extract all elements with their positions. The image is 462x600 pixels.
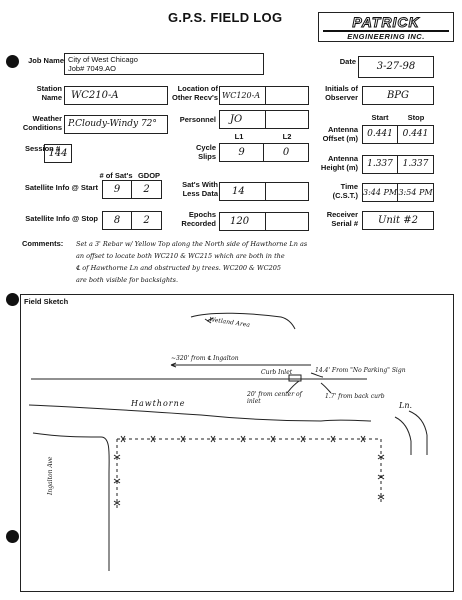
offset-stop-box — [398, 125, 434, 144]
antenna-height-label: Antenna Height (m) — [320, 154, 358, 172]
company-logo: PATRICK ENGINEERING INC. — [318, 12, 454, 42]
l2-col-label: L2 — [282, 132, 292, 141]
session-value: 144 — [48, 148, 68, 159]
height-start-box — [362, 155, 398, 174]
no-parking-note: 14.4' From "No Parking" Sign — [315, 367, 406, 374]
sat-start-gdop-box — [132, 180, 162, 199]
comments-label: Comments: — [22, 239, 64, 248]
observer-box — [362, 86, 434, 105]
job-number-value: Job# 7049.AO — [68, 64, 116, 73]
field-sketch-label: Field Sketch — [24, 297, 69, 306]
height-stop-value: 1.337 — [402, 159, 429, 169]
date-value: 3-27-98 — [376, 61, 416, 72]
job-name-box — [64, 53, 264, 75]
personnel-value: JO — [230, 114, 243, 125]
sat-stop-label: Satellite Info @ Stop — [25, 214, 98, 223]
personnel-box — [219, 110, 309, 129]
epochs-box — [219, 212, 309, 231]
sats-less-box — [219, 182, 309, 201]
comment-line: an offset to locate both WC210 & WC215 which are both in the — [76, 252, 285, 260]
date-box — [358, 56, 434, 78]
time-start-box — [362, 183, 398, 202]
date-label: Date — [339, 57, 356, 66]
form-title: G.P.S. FIELD LOG — [168, 10, 283, 25]
sat-stop-sats-box — [102, 211, 132, 230]
comment-line: Set a 3' Rebar w/ Yellow Top along the North side of Hawthorne Ln as — [76, 240, 308, 248]
punch-hole — [6, 530, 19, 543]
offset-start-box — [362, 125, 398, 144]
l1-col-label: L1 — [234, 132, 244, 141]
height-stop-box — [398, 155, 434, 174]
punch-hole — [6, 293, 19, 306]
height-start-value: 1.337 — [367, 159, 393, 169]
sat-stop-gdop-value: 2 — [143, 215, 150, 226]
time-label: Time (C.S.T.) — [332, 182, 358, 200]
other-recv-value: WC120-A — [222, 91, 261, 100]
sat-stop-gdop-box — [132, 211, 162, 230]
antenna-offset-label: Antenna Offset (m) — [322, 125, 358, 143]
epochs-label: Epochs Recorded — [181, 210, 216, 228]
sat-start-sats-value: 9 — [113, 184, 121, 195]
cycle-slips-label: Cycle Slips — [195, 143, 216, 161]
receiver-label: Receiver Serial # — [326, 210, 358, 228]
sats-less-label: Sat's With Less Data — [182, 180, 218, 198]
comment-line: are both visible for backsights. — [76, 276, 179, 284]
street-suffix-label: Ln. — [399, 401, 413, 410]
receiver-value: Unit #2 — [377, 215, 418, 226]
sketch-drawing — [21, 295, 453, 591]
comment-line: ℄ of Hawthorne Ln and obstructed by trees. WC200 & WC205 — [76, 264, 281, 272]
sat-stop-sats-value: 8 — [113, 215, 121, 226]
observer-value: BPG — [386, 90, 410, 101]
job-name-value: City of West Chicago — [68, 55, 138, 64]
other-recv-label: Location of Other Recv's — [172, 84, 218, 102]
weather-label: Weather Conditions — [22, 114, 62, 132]
cycle-l2-value: 0 — [282, 147, 290, 158]
job-name-label: Job Name — [28, 56, 64, 65]
sat-start-gdop-value: 2 — [143, 184, 150, 195]
sat-start-sats-box — [102, 180, 132, 199]
session-label: Session # — [24, 144, 60, 153]
wetland-label: Wetland Area — [208, 316, 251, 329]
curb-inlet-label: Curb Inlet — [261, 369, 293, 376]
offset-start-value: 0.441 — [367, 129, 393, 139]
field-sketch — [20, 294, 454, 592]
punch-hole — [6, 55, 19, 68]
cycle-l2-box — [264, 143, 309, 162]
sats-less-value: 14 — [232, 186, 245, 197]
street-label: Hawthorne — [131, 399, 186, 408]
station-box — [64, 86, 168, 105]
weather-box — [64, 115, 168, 134]
back-curb-note: 1.7' from back curb — [325, 393, 385, 400]
cycle-l1-value: 9 — [238, 147, 245, 158]
sat-start-label: Satellite Info @ Start — [24, 183, 98, 192]
time-start-value: 3:44 PM — [363, 188, 398, 197]
time-stop-box — [398, 183, 434, 202]
time-stop-value: 3:54 PM — [398, 188, 433, 197]
receiver-box — [362, 211, 434, 230]
start-col-label: Start — [371, 113, 389, 122]
inlet-distance-note: 20' from center of inlet — [247, 391, 302, 405]
personnel-label: Personnel — [179, 115, 216, 124]
other-recv-box — [219, 86, 309, 105]
side-street-label: Ingalton Ave — [47, 456, 54, 495]
station-value: WC210-A — [71, 90, 119, 101]
cycle-l1-box — [219, 143, 264, 162]
station-label: Station Name — [36, 84, 62, 102]
weather-value: P.Cloudy-Windy 72° — [68, 119, 157, 129]
offset-stop-value: 0.441 — [402, 129, 429, 139]
stop-col-label: Stop — [407, 113, 425, 122]
gdop-col-label: GDOP — [137, 171, 161, 180]
epochs-value: 120 — [230, 216, 250, 227]
distance-note: ~320' from ℄ Ingalton — [171, 355, 239, 362]
observer-label: Initials of Observer — [325, 84, 358, 102]
sats-col-label: # of Sat's — [99, 171, 133, 180]
session-box — [44, 144, 72, 163]
